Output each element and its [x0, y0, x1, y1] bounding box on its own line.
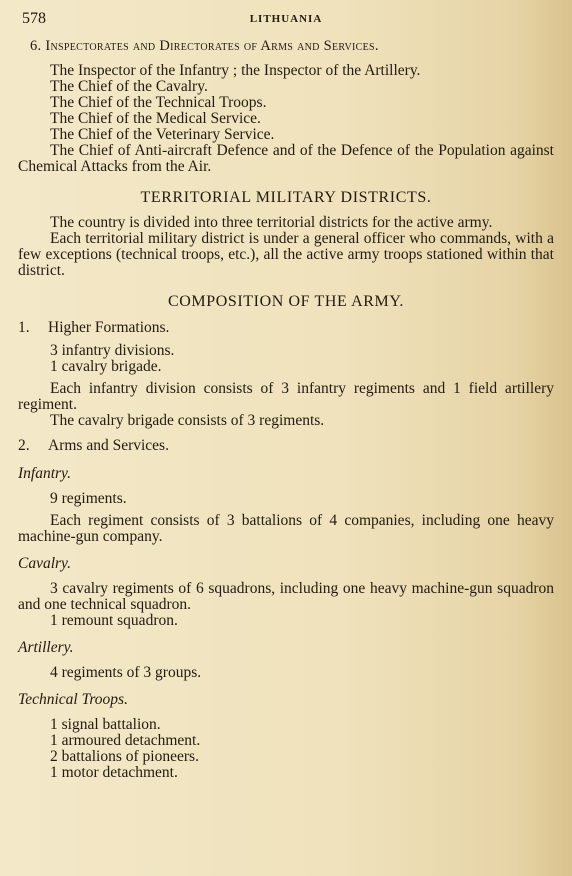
list-line: 1 cavalry brigade.: [50, 358, 162, 375]
paragraph: Each regiment consists of 3 battalions of 4 companies, including one heavy machine-gun company.: [18, 512, 554, 545]
paragraph: The cavalry brigade consists of 3 regiments.: [50, 412, 325, 429]
territorial-paragraph: Each territorial military district is under a general officer who commands, with a few exceptions (technical troops, etc.), all the active army troops stationed within that district.: [18, 230, 554, 279]
section-6-line: The Chief of the Medical Service.: [50, 110, 261, 127]
section-6-line: The Chief of the Technical Troops.: [50, 94, 267, 111]
list-line: 1 armoured detachment.: [50, 732, 201, 749]
cavalry-heading: Cavalry.: [18, 555, 71, 572]
list-line: 3 infantry divisions.: [50, 342, 175, 359]
section-6-line: The Chief of the Veterinary Service.: [50, 126, 275, 143]
infantry-heading: Infantry.: [18, 465, 71, 482]
list-line: 9 regiments.: [50, 490, 127, 507]
item-number: 2.: [18, 437, 30, 454]
page-number: 578: [22, 10, 46, 27]
list-line: 4 regiments of 3 groups.: [50, 664, 202, 681]
section-6-heading: 6. Inspectorates and Directorates of Arms and Services.: [30, 38, 379, 54]
section-6-paragraph: The Chief of Anti-aircraft Defence and of the Defence of the Population against Chemical Attacks from the Air.: [18, 142, 554, 175]
composition-heading: COMPOSITION OF THE ARMY.: [167, 293, 405, 310]
list-line: 1 motor detachment.: [50, 764, 178, 781]
paragraph: Each infantry division consists of 3 infantry regiments and 1 field artillery regiment.: [18, 380, 554, 413]
item-title: Arms and Services.: [48, 437, 169, 454]
paragraph: 3 cavalry regiments of 6 squadrons, including one heavy machine-gun squadron and one technical squadron.: [18, 580, 554, 613]
item-number: 1.: [18, 319, 30, 336]
section-6-line: The Inspector of the Infantry ; the Inspector of the Artillery.: [50, 62, 421, 79]
artillery-heading: Artillery.: [18, 639, 74, 656]
running-head: [18, 10, 554, 34]
territorial-paragraph: The country is divided into three territorial districts for the active army.: [50, 214, 493, 231]
list-line: 1 remount squadron.: [50, 612, 178, 629]
list-line: 2 battalions of pioneers.: [50, 748, 199, 765]
section-6-line: The Chief of the Cavalry.: [50, 78, 208, 95]
item-1-heading: [18, 319, 554, 337]
item-2-heading: [18, 437, 554, 455]
list-line: 1 signal battalion.: [50, 716, 161, 733]
running-title: LITHUANIA: [249, 13, 323, 25]
technical-troops-heading: Technical Troops.: [18, 691, 128, 708]
item-title: Higher Formations.: [48, 319, 170, 336]
territorial-heading: TERRITORIAL MILITARY DISTRICTS.: [140, 189, 432, 206]
